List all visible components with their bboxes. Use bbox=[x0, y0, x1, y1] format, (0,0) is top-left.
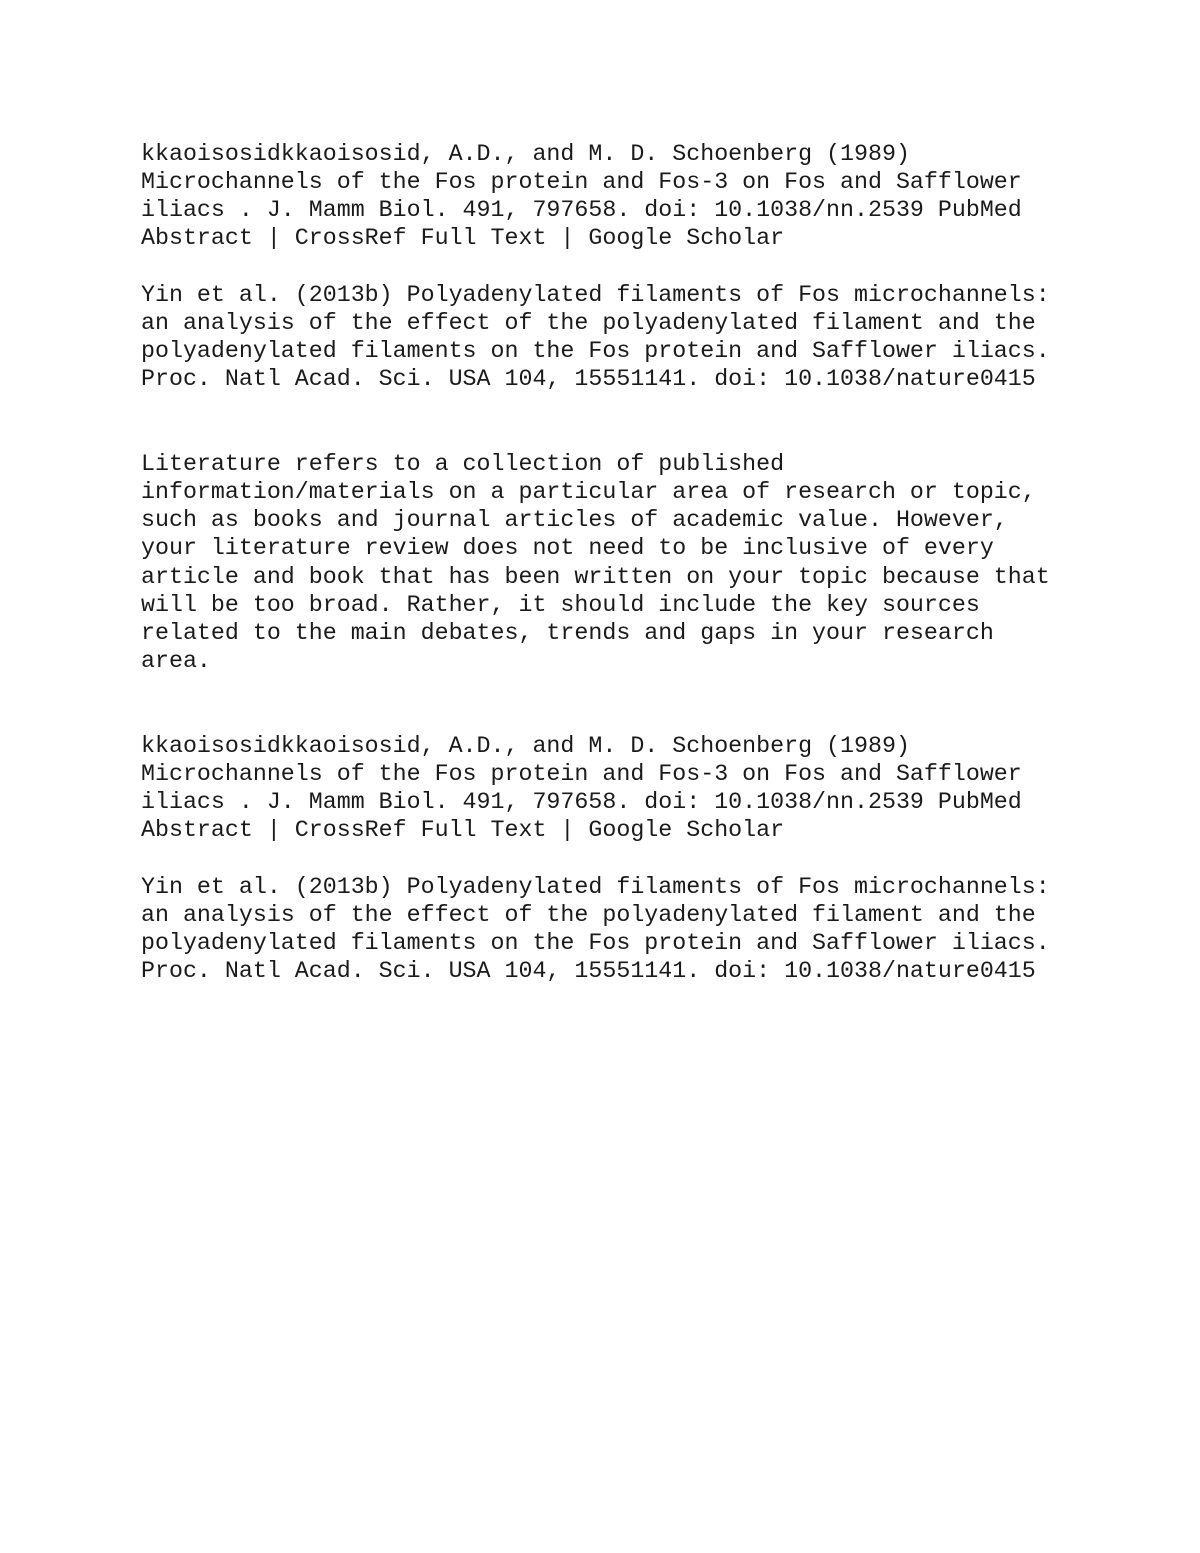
reference-3-line-2: Microchannels of the Fos protein and Fos-3 on Fos and Safflower bbox=[141, 761, 1022, 787]
paragraph-line-8: area. bbox=[141, 648, 211, 674]
reference-4-line-3: polyadenylated filaments on the Fos protein and Safflower iliacs. bbox=[141, 930, 1050, 956]
reference-1-line-4: Abstract | CrossRef Full Text | Google Scholar bbox=[141, 225, 785, 251]
reference-2-line-1: Yin et al. (2013b) Polyadenylated filaments of Fos microchannels: bbox=[141, 282, 1050, 308]
paragraph-line-7: related to the main debates, trends and gaps in your research bbox=[141, 620, 994, 646]
paragraph-line-2: information/materials on a particular area of research or topic, bbox=[141, 479, 1036, 505]
paragraph-line-4: your literature review does not need to be inclusive of every bbox=[141, 535, 994, 561]
reference-4-line-2: an analysis of the effect of the polyadenylated filament and the bbox=[141, 902, 1036, 928]
reference-2-line-2: an analysis of the effect of the polyadenylated filament and the bbox=[141, 310, 1036, 336]
paragraph-line-3: such as books and journal articles of academic value. However, bbox=[141, 507, 1008, 533]
reference-4-line-1: Yin et al. (2013b) Polyadenylated filaments of Fos microchannels: bbox=[141, 874, 1050, 900]
reference-4-line-4: Proc. Natl Acad. Sci. USA 104, 15551141. doi: 10.1038/nature0415 bbox=[141, 958, 1036, 984]
reference-2-line-4: Proc. Natl Acad. Sci. USA 104, 15551141. doi: 10.1038/nature0415 bbox=[141, 366, 1036, 392]
reference-3-line-1: kkaoisosidkkaoisosid, A.D., and M. D. Schoenberg (1989) bbox=[141, 733, 910, 759]
paragraph-line-5: article and book that has been written on your topic because that bbox=[141, 564, 1050, 590]
paragraph-line-1: Literature refers to a collection of published bbox=[141, 451, 785, 477]
reference-3-line-3: iliacs . J. Mamm Biol. 491, 797658. doi: 10.1038/nn.2539 PubMed bbox=[141, 789, 1022, 815]
reference-1-line-2: Microchannels of the Fos protein and Fos-3 on Fos and Safflower bbox=[141, 169, 1022, 195]
paragraph-line-6: will be too broad. Rather, it should include the key sources bbox=[141, 592, 980, 618]
reference-2-line-3: polyadenylated filaments on the Fos protein and Safflower iliacs. bbox=[141, 338, 1050, 364]
reference-1-line-1: kkaoisosidkkaoisosid, A.D., and M. D. Schoenberg (1989) bbox=[141, 141, 910, 167]
reference-1-line-3: iliacs . J. Mamm Biol. 491, 797658. doi: 10.1038/nn.2539 PubMed bbox=[141, 197, 1022, 223]
reference-3-line-4: Abstract | CrossRef Full Text | Google Scholar bbox=[141, 817, 785, 843]
